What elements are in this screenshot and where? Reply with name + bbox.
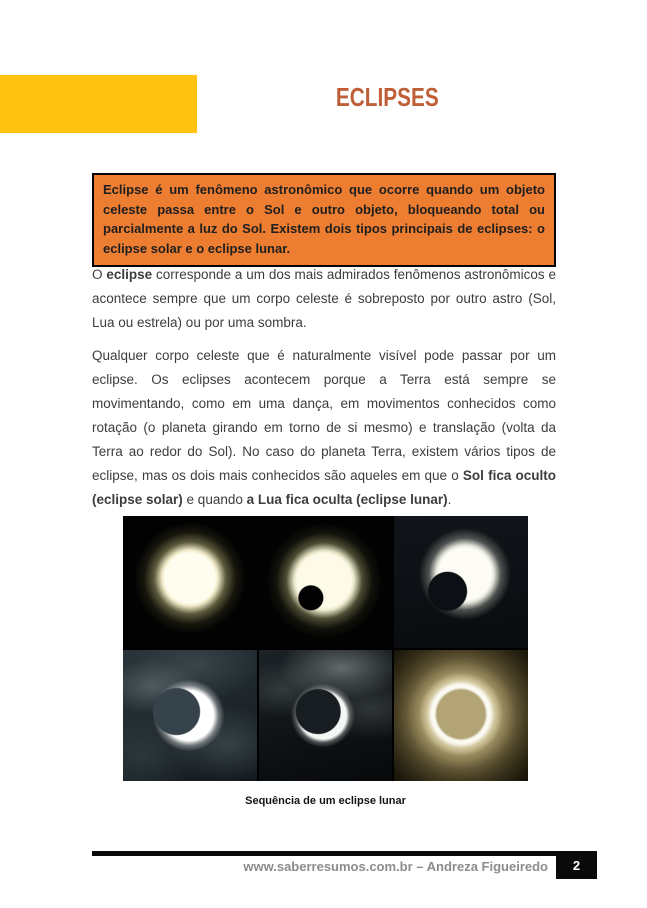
eclipse-photo-full-sun [123, 516, 257, 648]
page-title [196, 82, 578, 113]
eclipse-photo-annular-ring [394, 650, 528, 782]
yellow-accent-bar [0, 75, 197, 133]
text-run-bold: a Lua fica oculta (eclipse lunar) [246, 492, 448, 507]
page-title-text: ECLIPSES [335, 82, 439, 112]
page-number-badge [556, 851, 597, 879]
paragraph-intro [92, 263, 556, 335]
text-run: Qualquer corpo celeste que é naturalmente visível pode passar por um eclipse. Os eclipses acontecem porque a Terra está sempre se movimentando, como em uma dança, em movimentos conhecidos como rotação (o planeta girando em torno de si mesmo) e translação (volta da Terra ao redor do Sol). No caso do planeta Terra, existem vários tipos de eclipse, mas os dois mais conhecidos são aqueles em que o [92, 348, 556, 483]
eclipse-photo-large-bite [394, 516, 528, 648]
footer-site-author: www.saberresumos.com.br – Andreza Figueiredo [243, 859, 548, 874]
eclipse-photo-collage [123, 516, 528, 781]
eclipse-photo-thin-crescent [259, 650, 393, 782]
text-run: . [447, 492, 452, 507]
text-run: e quando [182, 492, 247, 507]
eclipse-photo-small-bite [259, 516, 393, 648]
footer-rule [92, 851, 556, 856]
figure-caption: Sequência de um eclipse lunar [245, 795, 406, 807]
text-run-bold: Sol fica oculto (eclipse solar) [92, 468, 557, 507]
definition-text: Eclipse é um fenômeno astronômico que ocorre quando um objeto celeste passa entre o Sol e outro objeto, bloqueando total ou parcialmente a luz do Sol. Existem dois tipos principais de eclipses: o eclipse solar e o eclipse lunar. [103, 182, 545, 256]
definition-callout [92, 173, 556, 267]
text-run: O [92, 267, 107, 282]
text-run-bold: eclipse [106, 267, 153, 282]
eclipse-photo-thick-crescent [123, 650, 257, 782]
page-number: 2 [572, 857, 581, 873]
paragraph-types [92, 344, 556, 512]
text-run: corresponde a um dos mais admirados fenômenos astronômicos e acontece sempre que um corpo celeste é sobreposto por outro astro (Sol, Lua ou estrela) ou por uma sombra. [92, 267, 556, 330]
